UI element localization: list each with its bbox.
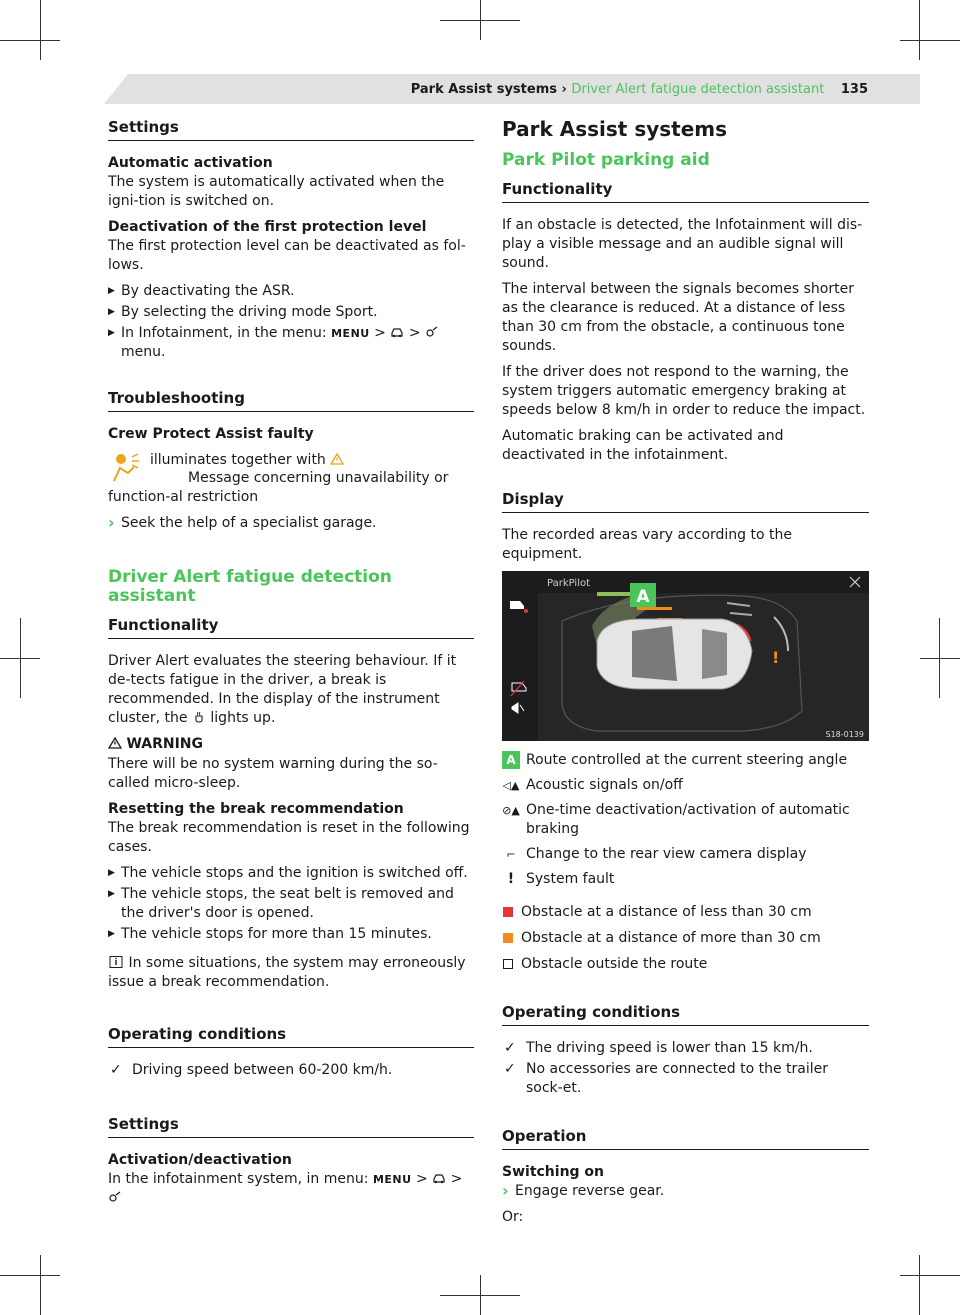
menu-separator: > xyxy=(450,1171,463,1187)
legend-braking xyxy=(502,801,869,839)
driver-alert-functionality-heading: Functionality xyxy=(108,616,474,639)
orange-square-icon xyxy=(503,933,513,943)
list-item: ▶ The vehicle stops and the ignition is switched off. xyxy=(108,864,474,883)
legend-fault-text: System fault xyxy=(526,871,615,887)
note-text: In some situations, the system may erroneously issue a break recommendation. xyxy=(108,955,466,990)
right-operating-conditions-heading: Operating conditions xyxy=(502,1003,869,1026)
car-assist-icon xyxy=(432,1172,446,1184)
legend-acoustic-text: Acoustic signals on/off xyxy=(526,777,683,793)
legend-fault xyxy=(502,870,869,889)
operating-conditions-list xyxy=(108,1061,474,1080)
outline-square-icon xyxy=(503,959,513,969)
park-pilot-title: Park Pilot parking aid xyxy=(502,150,710,170)
list-item: ▶ The vehicle stops, the seat belt is removed and the driver's door is opened. xyxy=(108,885,474,923)
legend-acoustic xyxy=(502,776,869,795)
operating-conditions-heading: Operating conditions xyxy=(108,1025,474,1048)
auto-activation-title: Automatic activation xyxy=(108,155,273,171)
camera-icon: ⌐ xyxy=(506,848,516,861)
list-item: ✓ Driving speed between 60-200 km/h. xyxy=(108,1061,474,1080)
reset-title: Resetting the break recommendation xyxy=(108,801,404,817)
auto-activation-text: The system is automatically activated when the igni-tion is switched on. xyxy=(108,174,445,209)
right-operating-conditions-list xyxy=(502,1039,869,1098)
reset-text: The break recommendation is reset in the following cases. xyxy=(108,820,470,855)
menu-separator: > xyxy=(374,325,386,341)
assist-settings-icon xyxy=(108,1191,122,1203)
switching-on-list xyxy=(502,1182,869,1201)
menu-label: MENU xyxy=(372,1173,412,1186)
list-item: ✓ The driving speed is lower than 15 km/h. xyxy=(502,1039,869,1058)
driver-alert-text-end: lights up. xyxy=(210,710,276,726)
header-subsection: Driver Alert fatigue detection assistant xyxy=(571,82,825,97)
activation-title: Activation/deactivation xyxy=(108,1152,292,1168)
warning-triangle-icon xyxy=(108,737,122,749)
list-item: › Engage reverse gear. xyxy=(502,1182,869,1201)
menu-path-prefix: In Infotainment, in the menu: xyxy=(121,325,327,341)
list-item: › Seek the help of a specialist garage. xyxy=(108,514,474,533)
crew-protect-icon xyxy=(108,451,146,485)
deactivation-list xyxy=(108,282,474,362)
display-heading: Display xyxy=(502,490,869,513)
info-note-icon xyxy=(108,956,124,968)
activation-text: In the infotainment system, in menu: xyxy=(108,1171,369,1187)
fault-exclaim: ! xyxy=(772,648,780,667)
functionality-paragraph: Automatic braking can be activated and deactivated in the infotainment. xyxy=(502,428,784,463)
settings2-heading: Settings xyxy=(108,1115,474,1138)
header-section: Park Assist systems › xyxy=(410,82,567,97)
coffee-cup-icon xyxy=(192,711,206,723)
screen-title: ParkPilot xyxy=(547,578,591,589)
menu-separator: > xyxy=(416,1171,428,1187)
parkpilot-screen xyxy=(502,571,869,741)
square-text: Obstacle outside the route xyxy=(521,956,708,972)
running-header xyxy=(411,80,868,99)
parkpilot-figure xyxy=(502,571,869,741)
figure-code: S18-0139 xyxy=(825,730,864,739)
assist-settings-icon xyxy=(425,326,439,338)
park-assist-title: Park Assist systems xyxy=(502,117,728,141)
fault-line2: Message concerning unavailability or function-al restriction xyxy=(108,470,449,505)
legend-square-outline xyxy=(502,955,869,974)
warning-label: WARNING xyxy=(126,736,204,752)
menu-separator: > xyxy=(408,325,421,341)
label-a-text: A xyxy=(636,587,650,607)
legend-a-text: Route controlled at the current steering angle xyxy=(526,752,848,768)
warning-triangle-icon xyxy=(330,453,344,465)
warning-text: There will be no system warning during the so-called micro-sleep. xyxy=(108,756,438,791)
functionality-paragraph: The interval between the signals becomes shorter as the clearance is reduced. At a distance of less than 30 cm from the obstacle, a continuous tone sounds. xyxy=(502,281,854,354)
troubleshooting-heading: Troubleshooting xyxy=(108,389,474,412)
functionality-heading: Functionality xyxy=(502,180,869,203)
fault-title: Crew Protect Assist faulty xyxy=(108,426,314,442)
braking-icon: ⊘▲ xyxy=(502,804,520,817)
list-item: ▶ By selecting the driving mode Sport. xyxy=(108,303,474,322)
legend-braking-text: One-time deactivation/activation of automatic braking xyxy=(526,802,850,837)
fault-block xyxy=(108,451,474,507)
list-item: ✓ No accessories are connected to the trailer sock-et. xyxy=(502,1060,869,1098)
fault-icon: ! xyxy=(507,871,515,887)
operation-heading: Operation xyxy=(502,1127,869,1150)
list-item xyxy=(108,324,474,362)
functionality-paragraph: If an obstacle is detected, the Infotainment will dis-play a visible message and an audible signal will sound. xyxy=(502,217,863,271)
deactivation-text: The first protection level can be deactivated as fol-lows. xyxy=(108,238,466,273)
functionality-paragraph: If the driver does not respond to the warning, the system triggers automatic emergency braking at speeds below 8 km/h in order to reduce the impact. xyxy=(502,364,866,418)
right-column xyxy=(502,118,869,1234)
list-item: ▶ The vehicle stops for more than 15 minutes. xyxy=(108,925,474,944)
menu-path-suffix: menu. xyxy=(121,344,166,360)
menu-label: MENU xyxy=(331,327,370,340)
or-text: Or: xyxy=(502,1209,524,1225)
settings-heading: Settings xyxy=(108,118,474,141)
switching-on-title: Switching on xyxy=(502,1164,605,1180)
display-text: The recorded areas vary according to the equipment. xyxy=(502,527,792,562)
legend-square-orange xyxy=(502,929,869,948)
deactivation-title: Deactivation of the first protection level xyxy=(108,219,427,235)
legend-route xyxy=(502,751,869,770)
left-column xyxy=(108,118,474,1215)
fault-action-list xyxy=(108,514,474,533)
legend-a-tag: A xyxy=(502,751,520,769)
car-assist-icon xyxy=(390,326,404,338)
square-text: Obstacle at a distance of more than 30 cm xyxy=(521,930,821,946)
fault-line1: illuminates together with xyxy=(150,452,326,468)
legend-camera-text: Change to the rear view camera display xyxy=(526,846,807,862)
legend-camera xyxy=(502,845,869,864)
square-text: Obstacle at a distance of less than 30 cm xyxy=(521,904,812,920)
list-item: ▶ By deactivating the ASR. xyxy=(108,282,474,301)
red-square-icon xyxy=(503,907,513,917)
page-number: 135 xyxy=(840,82,868,97)
acoustic-icon: ◁▲ xyxy=(502,779,520,792)
driver-alert-title: Driver Alert fatigue detection assistant xyxy=(108,567,392,606)
reset-list xyxy=(108,864,474,944)
legend-square-red xyxy=(502,903,869,922)
driver-alert-text: Driver Alert evaluates the steering behaviour. If it de-tects fatigue in the driver, a break is recommended. In the display of the instrument cluster, the xyxy=(108,653,457,726)
